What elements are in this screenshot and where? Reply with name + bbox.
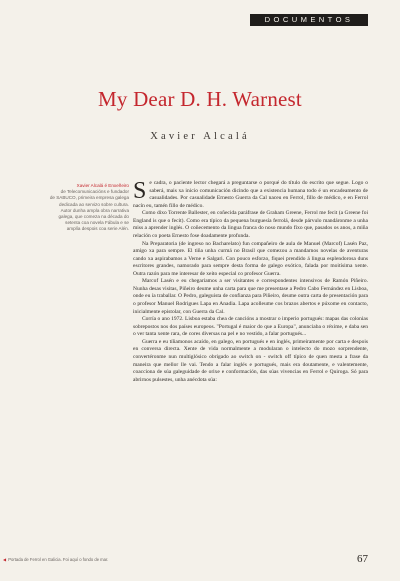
section-label: DOCUMENTOS xyxy=(250,14,368,26)
drop-cap: S xyxy=(133,178,147,204)
article-author: Xavier Alcalá xyxy=(150,131,250,142)
paragraph: Se cadra, o paciente lector chegará a preguntarse o porqué do título do escrito que segue. Logo o saberá, mais xa inicio comunicación dicindo que a existencia humana todo é un encadeamento de casualidades. Por casualidade Ernesto Guerra da Cal naceu en Ferrol, fillo de médico, e en Ferrol nacín eu, tamén fillo de médico. xyxy=(133,178,368,209)
author-bio-line: de SABUCO, primeira empresa galega xyxy=(49,195,129,201)
paragraph: Como dixo Torrente Ballester, en coñecida paráfrase de Graham Greene, Ferrol me fecit (a Greene foi England is que o fecit). Como era típico da pequena burguesía ferrolá, desde párvulo mandáronme a unha miss a aprender inglés. O coñecemento da lingua franca do noso mundo fixo que, pasados os anos, a miña relación co poeta Ernesto fose doadamente profunda. xyxy=(133,210,368,239)
paragraph: Guerra e eu tíñamonos acaído, en galego, en portugués e en inglés, primeiramente por carta e despois en conversa directa. Xente de vida normalmente a modularan o intelecto do mozo sorprendente, convertéronme nun multiglósico obrigado ao switch on - switch off típico de quen mesta a frase da maneira que mellor lle vai. Tendo a falar inglés e portugués, mais era doutamente, e valentemente, coacciona de súa galeguidade de orixe e conformación, das súas vivencias en Ferrol e Quiroga. Só para abrirnos pulsestes, unha anécdota súa: xyxy=(133,338,368,383)
author-bio-line: dedicada ao servizo sobre cultura. xyxy=(59,201,129,207)
article-title: My Dear D. H. Warnest xyxy=(98,87,302,111)
image-caption: ◀ Portada de Ferrol en Galicia. Foi aquí o fondo de mar. xyxy=(3,557,109,562)
article-body xyxy=(133,180,368,384)
author-bio xyxy=(17,183,129,233)
author-bio-line: de Telecomunicacións e fundador xyxy=(60,189,129,195)
paragraph: Corría o ano 1972. Lisboa estaba chea de cancións a mostrar o imperio portugués: mapas das colonias sobrepostos nos dos países europeos. "Portugal é maior do que a Europa", anunciaba o réxime, e daba sen o ver tanta xente rara, de cores diversas na pel e no vestido, a falar portugués... xyxy=(133,316,368,338)
paragraph: Na Preparatoria (de ingreso no Bacharelato) fun compañeiro de aula de Manuel (Marcof) Lasén Paz, amigo xa para sempre. El tiña unha curmá no Brasil que comezou a mandarnos novelas de aventuras cando xa aspirabamos a Verne e Salgari. Con pouco esforzo, fiquei prendido á lingua esplendorosa duns escritores grandes, namorado para sempre desta forma de galego exótico, falada por moitísima xente. Outra razón para me interesar de xeito especial co profesor Guerra. xyxy=(133,240,368,277)
author-bio-line: Autor dunha ampla obra narrativa xyxy=(60,207,129,213)
author-bio-name: Xavier Alcalá é Enxeñeiro xyxy=(76,183,129,188)
author-bio-line: setenta coa novela Fábula e se xyxy=(65,220,129,226)
page-number: 67 xyxy=(357,553,368,565)
author-bio-line: amplía despois coa serie Alén. xyxy=(66,226,129,232)
caption-marker-icon: ◀ xyxy=(3,557,7,562)
author-bio-line: galega, que comeza na década do xyxy=(58,214,129,220)
paragraph: Marcof Lasén e eu chegariamos a ser visitantes e correspondentes intensivos de Ramón Piñeiro. Nunha desas visitas, Piñeiro deume unha carta para que me presentase a Pedro Cabo Fernández en Lisboa, onde eu ía traballar. O Pedro, galeguista de confianza para Piñeiro, deume outra carta de presentación para o profesor Manuel Rodrigues Lapa en Anadia. Lapa acolleume cos brazos abertos e púxome en contacto, inicialmente epistolar, con Guerra da Cal. xyxy=(133,278,368,315)
